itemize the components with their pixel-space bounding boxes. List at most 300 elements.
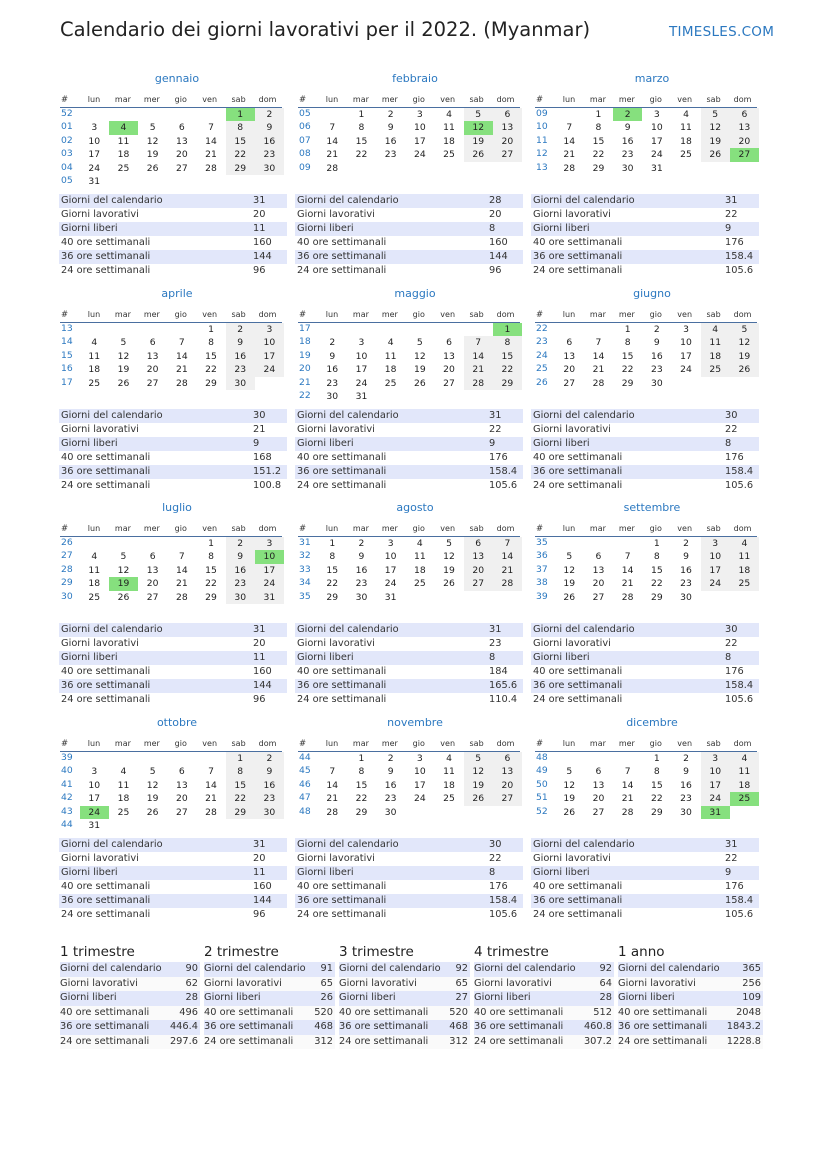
stat-value: 158.4 [489,466,518,477]
day-cell-5: 5 [416,337,423,349]
day-cell-5: 5 [730,323,759,336]
day-cell-24: 24 [650,149,663,161]
day-cell-15: 15 [226,779,255,792]
weekday-label: ven [202,739,218,748]
month-stats-aprile [59,409,287,493]
day-cell-17: 17 [384,564,397,576]
week-row [60,591,284,604]
week-number: 48 [536,752,548,763]
day-cell-7: 7 [329,122,336,134]
weekday-label: dom [258,739,277,748]
day-cell-25: 25 [117,806,130,818]
summary-label: 40 ore settimanali [474,1006,564,1018]
summary-label: 40 ore settimanali [60,1006,150,1018]
stat-row [295,423,523,437]
week-row [60,350,284,363]
summary-label: 36 ore settimanali [339,1021,429,1032]
week-number: 22 [299,389,311,401]
stat-row [531,651,759,665]
weekday-label: gio [412,310,425,319]
day-cell-2: 2 [255,752,284,765]
stat-row [295,894,523,908]
weekday-label: lun [562,739,576,748]
week-number: 05 [61,174,73,186]
day-cell-2: 2 [329,337,336,349]
day-cell-19: 19 [146,149,159,161]
stat-row [59,250,287,264]
stat-label: Giorni lavorativi [61,638,139,649]
week-number: 09 [299,161,311,173]
week-row [60,765,284,778]
day-cell [730,162,759,175]
summary-row [339,1035,470,1050]
day-cell-24: 24 [413,149,426,161]
day-cell-22: 22 [592,149,605,161]
day-cell-19: 19 [730,350,759,363]
day-cell-28: 28 [621,591,634,603]
day-cell-23: 23 [650,364,663,376]
weekday-label: ven [677,310,693,319]
day-cell [226,819,255,832]
day-cell-5: 5 [566,766,573,778]
day-cell-10: 10 [413,122,426,134]
day-cell-12: 12 [146,135,159,147]
day-cell-24: 24 [355,377,368,389]
summary-value: 26 [320,992,333,1003]
day-cell-7: 7 [464,336,493,349]
day-cell-23: 23 [680,578,692,590]
day-cell-16: 16 [680,564,692,576]
day-cell [318,752,347,765]
summary-value: 65 [455,977,468,989]
day-cell-13: 13 [563,350,576,362]
summary-rows [474,962,614,1049]
stat-row [531,623,759,637]
stat-label: Giorni del calendario [297,839,399,850]
weekday-label: sab [469,524,484,533]
week-row [60,752,284,765]
stat-row [295,908,523,922]
week-row [535,792,759,805]
day-cell [109,752,138,765]
day-cell-5: 5 [464,108,493,121]
week-number: 12 [536,148,548,160]
stat-label: 40 ore settimanali [61,666,151,677]
week-row [298,752,522,765]
stat-value: 31 [725,195,738,206]
day-cell-11: 11 [88,350,101,362]
day-cell-4: 4 [701,323,730,336]
stat-label: 36 ore settimanali [297,680,387,691]
day-cell-18: 18 [413,564,426,576]
stat-value: 160 [253,237,272,248]
week-row [535,537,759,550]
stat-label: Giorni liberi [61,652,118,663]
week-row [535,765,759,778]
week-number: 03 [61,148,73,160]
day-cell [584,537,613,550]
stat-value: 31 [253,839,266,850]
stat-label: 24 ore settimanali [61,480,151,491]
weekday-label: lun [325,95,339,104]
day-cell-15: 15 [592,135,605,147]
week-row [298,350,522,363]
day-cell-10: 10 [680,337,692,349]
day-cell-2: 2 [226,323,255,336]
day-cell-3: 3 [416,109,423,120]
stat-label: 36 ore settimanali [533,466,623,477]
week-number: 35 [299,590,311,602]
day-cell-14: 14 [563,135,576,147]
day-cell-13: 13 [443,350,455,362]
stat-value: 165.6 [489,680,518,691]
weekday-label: gio [174,524,187,533]
stat-value: 20 [253,638,266,649]
day-cell-14: 14 [205,135,217,147]
stat-label: Giorni lavorativi [533,853,611,864]
week-number: 43 [61,805,73,817]
day-cell-13: 13 [175,779,188,791]
day-cell [167,323,196,336]
weekday-label: lun [562,95,576,104]
day-cell-15: 15 [621,350,634,362]
stat-label: 40 ore settimanali [61,237,151,248]
weekday-label: mer [381,739,398,748]
day-cell-8: 8 [653,551,660,563]
day-cell-21: 21 [592,364,605,376]
weekday-header [298,736,520,752]
day-cell [167,752,196,765]
day-cell-31: 31 [255,591,284,604]
day-cell-26: 26 [701,148,730,161]
day-cell-24: 24 [88,162,101,174]
day-cell-11: 11 [443,122,455,134]
stat-value: 22 [725,424,738,435]
summary-row [618,977,763,992]
week-number: 44 [61,818,73,830]
day-cell-8: 8 [208,551,214,563]
week-row [535,752,759,765]
day-cell-17: 17 [701,564,730,577]
summary-row [618,1006,763,1021]
day-cell-27: 27 [592,806,605,818]
weekday-label: dom [496,524,515,533]
day-cell-20: 20 [493,135,522,148]
summary-row [339,1006,470,1021]
day-cell-11: 11 [443,766,455,778]
day-cell-25: 25 [443,149,455,161]
week-number: 11 [536,134,548,146]
stat-value: 8 [489,867,496,878]
day-cell-29: 29 [205,591,217,603]
stat-row [59,451,287,465]
day-cell-23: 23 [680,793,692,805]
stat-row [59,264,287,278]
stat-row [59,437,287,451]
stat-row [59,222,287,236]
day-cell-1: 1 [226,752,255,765]
day-cell-17: 17 [650,135,663,147]
weekday-label: ven [202,95,218,104]
day-cell-10: 10 [650,122,663,134]
weekday-header [60,92,282,108]
day-cell [405,390,434,403]
day-cell [318,323,347,336]
summary-value: 90 [185,963,198,974]
week-number: 07 [299,134,311,146]
summary-label: Giorni lavorativi [204,977,282,989]
summary-title: 3 trimestre [339,944,414,960]
day-cell-12: 12 [730,336,759,349]
day-cell-12: 12 [464,765,493,778]
day-cell-2: 2 [255,108,284,121]
day-cell-22: 22 [621,364,634,376]
week-number: 42 [61,792,73,804]
stat-label: 40 ore settimanali [533,666,623,677]
stat-label: 40 ore settimanali [533,237,623,248]
weekday-label: # [536,738,544,749]
day-cell-21: 21 [621,793,634,805]
stat-label: Giorni lavorativi [61,424,139,435]
stat-value: 11 [253,652,266,663]
day-cell [138,175,167,188]
week-row [535,779,759,792]
stat-row [531,236,759,250]
day-cell-20: 20 [493,779,522,792]
week-row [60,108,284,121]
week-number: 35 [536,537,548,548]
week-number: 29 [61,577,73,589]
stat-value: 8 [725,652,732,663]
stat-value: 9 [725,223,732,234]
summary-row [339,962,470,977]
day-cell-13: 13 [464,550,493,563]
day-cell [405,806,434,819]
summary-value: 28 [185,992,198,1003]
weekday-label: lun [87,95,101,104]
day-cell-18: 18 [88,364,101,376]
day-cell-4: 4 [683,109,689,120]
day-cell-14: 14 [175,350,188,362]
day-cell-16: 16 [226,350,255,363]
day-cell-13: 13 [730,121,759,134]
day-cell-25: 25 [117,162,130,174]
day-cell-20: 20 [146,364,159,376]
stat-row [295,651,523,665]
week-row [298,779,522,792]
day-cell-7: 7 [329,766,336,778]
week-row [60,363,284,376]
summary-row [204,977,335,992]
stat-row [295,409,523,423]
weekday-label: ven [440,310,456,319]
day-cell [493,390,522,403]
stat-value: 20 [489,209,502,220]
day-cell-21: 21 [563,149,576,161]
day-cell-16: 16 [680,779,692,791]
stat-value: 30 [253,410,266,421]
day-cell-13: 13 [592,564,605,576]
stat-label: Giorni lavorativi [533,209,611,220]
summary-value: 109 [742,992,761,1003]
stat-label: Giorni lavorativi [533,424,611,435]
month-stats-agosto [295,623,523,707]
week-row [535,323,759,336]
summary-label: 24 ore settimanali [204,1035,294,1047]
stat-value: 151.2 [253,466,282,477]
day-cell-26: 26 [563,806,576,818]
day-cell-22: 22 [650,578,663,590]
week-row [535,377,759,390]
week-number: 50 [536,778,548,790]
day-cell-1: 1 [329,538,336,549]
day-cell-7: 7 [624,551,631,563]
day-cell-7: 7 [566,122,573,134]
day-cell-23: 23 [355,578,368,590]
day-cell-28: 28 [175,591,188,603]
week-row [60,819,284,832]
summary-value: 312 [449,1035,468,1047]
weekday-label: sab [231,310,246,319]
week-row [298,537,522,550]
weekday-label: gio [649,524,662,533]
week-number: 02 [61,134,73,146]
summary-label: 36 ore settimanali [618,1021,708,1032]
day-cell-25: 25 [730,792,759,805]
week-number: 09 [536,108,548,119]
day-cell-20: 20 [563,364,576,376]
summary-value: 468 [314,1021,333,1032]
day-cell-4: 4 [387,337,394,349]
summary-row [204,991,335,1006]
summary-label: 40 ore settimanali [339,1006,429,1018]
brand-link[interactable]: TIMESLES.COM [669,24,775,40]
day-cell-6: 6 [595,551,602,563]
day-cell-28: 28 [563,162,576,174]
day-cell-4: 4 [120,766,127,778]
weekday-label: gio [649,310,662,319]
day-cell-31: 31 [384,591,397,603]
day-cell [109,175,138,188]
day-cell-15: 15 [326,564,339,576]
day-cell-28: 28 [205,162,217,174]
week-number: 14 [61,336,73,348]
day-cell-15: 15 [205,350,217,362]
weekday-label: sab [231,739,246,748]
weekday-label: mer [381,95,398,104]
week-row [535,336,759,349]
day-cell [493,806,522,819]
stat-label: Giorni lavorativi [297,853,375,864]
weekday-label: mer [381,524,398,533]
month-stats-gennaio [59,194,287,278]
summary-value: 312 [314,1035,333,1047]
week-row [535,363,759,376]
stat-row [295,479,523,493]
day-cell-2: 2 [358,538,365,549]
weekday-header [298,307,520,323]
day-cell [701,591,730,604]
day-cell [405,323,434,336]
month-name: marzo [634,72,670,85]
day-cell-10: 10 [384,551,397,563]
stat-row [295,451,523,465]
day-cell-11: 11 [413,551,426,563]
summary-label: Giorni liberi [474,992,531,1003]
stat-value: 20 [253,209,266,220]
day-cell-27: 27 [493,148,522,161]
day-cell-21: 21 [175,364,188,376]
day-cell-5: 5 [566,551,573,563]
month-calendar-luglio [60,501,284,604]
day-cell-5: 5 [149,122,156,134]
day-cell-1: 1 [208,324,214,335]
week-row [535,350,759,363]
day-cell-17: 17 [88,149,101,161]
week-row [298,323,522,336]
summary-value: 92 [455,963,468,974]
month-name: giugno [633,287,671,300]
week-row [298,564,522,577]
week-number: 26 [61,537,73,548]
day-cell-27: 27 [175,162,188,174]
day-cell-25: 25 [88,591,101,603]
day-cell-30: 30 [255,806,284,819]
week-row [298,363,522,376]
week-number: 16 [61,363,73,375]
day-cell-17: 17 [255,350,284,363]
weekday-label: lun [325,524,339,533]
weekday-label: lun [325,739,339,748]
day-cell-26: 26 [464,148,493,161]
day-cell-17: 17 [355,364,368,376]
summary-value: 512 [593,1006,612,1018]
day-cell-3: 3 [91,122,98,134]
week-number: 39 [61,752,73,763]
weekday-label: gio [412,739,425,748]
day-cell-17: 17 [413,779,426,791]
page-title: Calendario dei giorni lavorativi per il 2022. (Myanmar) [60,18,591,41]
stat-label: 36 ore settimanali [533,680,623,691]
day-cell [701,162,730,175]
stat-label: 24 ore settimanali [297,909,387,920]
weekday-label: mar [589,310,606,319]
day-cell-21: 21 [621,578,634,590]
day-cell-2: 2 [226,537,255,550]
stat-label: Giorni del calendario [297,195,399,206]
day-cell [434,806,463,819]
week-row [535,121,759,134]
stat-value: 176 [489,881,508,892]
summary-row [618,991,763,1006]
weekday-label: sab [469,310,484,319]
month-stats-novembre [295,838,523,922]
day-cell [555,108,584,121]
day-cell-6: 6 [464,537,493,550]
weekday-label: dom [258,524,277,533]
stat-value: 105.6 [489,480,518,491]
day-cell-29: 29 [226,806,255,819]
day-cell [167,108,196,121]
weekday-label: # [61,523,69,534]
month-stats-settembre [531,623,759,707]
stat-row [531,208,759,222]
week-number: 33 [299,563,311,575]
stat-row [59,894,287,908]
day-cell-14: 14 [464,350,493,363]
day-cell-26: 26 [117,377,130,389]
day-cell [493,162,522,175]
